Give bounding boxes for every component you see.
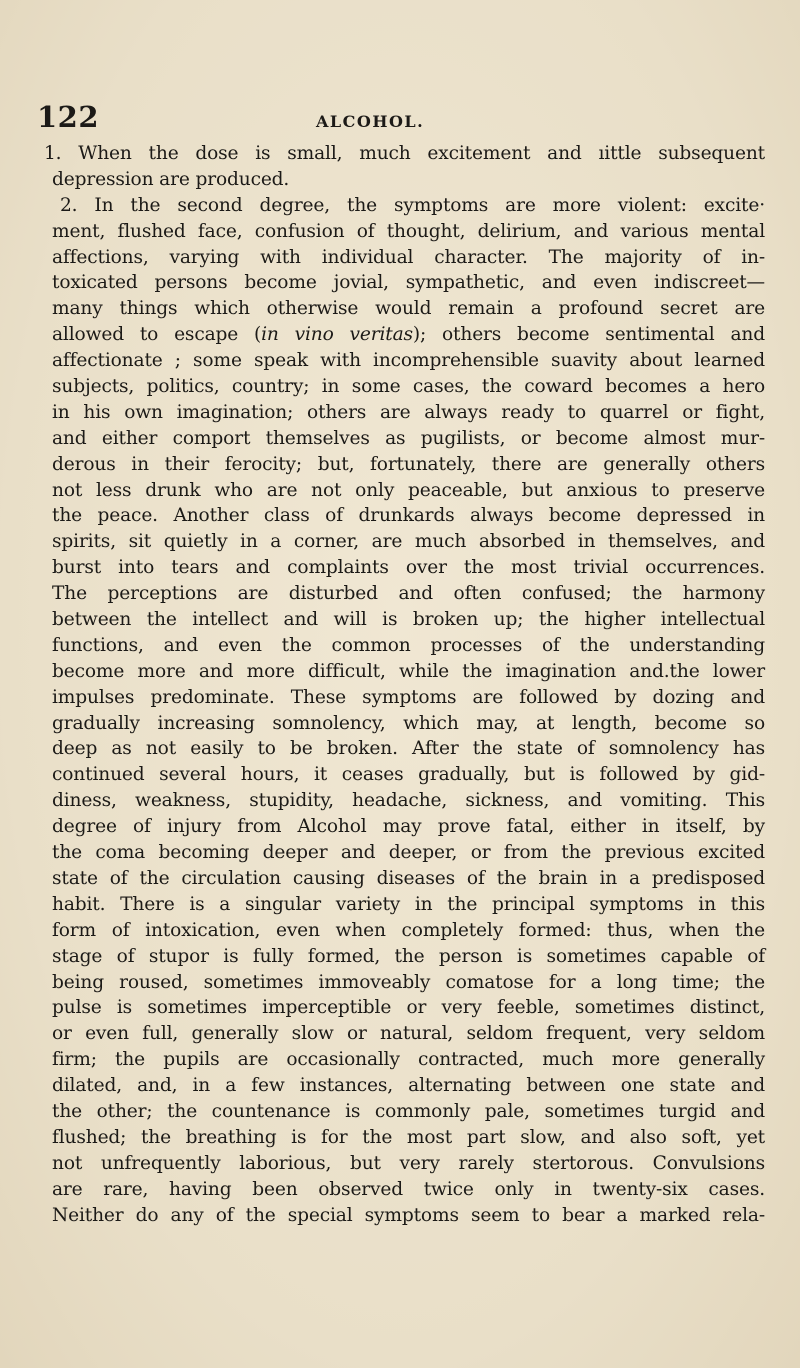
page-number: 122 [37,100,100,134]
text-line: the peace. Another class of drunkards always become depressed in [52,505,765,527]
text-line: pulse is sometimes imperceptible or very feeble, sometimes distinct, [52,997,765,1019]
text-line: 2. In the second degree, the symptoms are more violent: excite· [60,194,765,216]
text-line: derous in their ferocity; but, fortunately, there are generally others [52,453,765,475]
body-text [44,141,765,1228]
text-line: affectionate ; some speak with incomprehensible suavity about learned [52,350,765,372]
text-line: flushed; the breathing is for the most part slow, and also soft, yet [52,1126,765,1148]
text-line: or even full, generally slow or natural, seldom frequent, very seldom [52,1023,765,1045]
text-line: dilated, and, in a few instances, alternating between one state and [52,1075,765,1097]
text-line: The perceptions are disturbed and often confused; the harmony [52,583,765,605]
text-line: being roused, sometimes immoveably comatose for a long time; the [52,971,765,993]
text-line: toxicated persons become jovial, sympathetic, and even indiscreet— [52,272,765,294]
text-line: firm; the pupils are occasionally contracted, much more generally [52,1049,765,1071]
text-line: ment, flushed face, confusion of thought, delirium, and various mental [52,220,765,242]
text-line: between the intellect and will is broken up; the higher intellectual [52,609,765,631]
running-title: ALCOHOL. [316,112,425,131]
text-line: degree of injury from Alcohol may prove fatal, either in itself, by [52,816,765,838]
text-line [52,322,765,348]
text-line: the other; the countenance is commonly pale, sometimes turgid and [52,1100,765,1122]
text-line: form of intoxication, even when completely formed: thus, when the [52,919,765,941]
text-line: impulses predominate. These symptoms are followed by dozing and [52,686,765,708]
text-line: continued several hours, it ceases gradually, but is followed by gid- [52,764,765,786]
text-line: spirits, sit quietly in a corner, are much absorbed in themselves, and [52,531,765,553]
text-line: and either comport themselves as pugilists, or become almost mur- [52,427,765,449]
text-line: 1. When the dose is small, much excitement and ıittle subsequent [44,143,765,164]
text-line: Neither do any of the special symptoms seem to bear a marked rela- [52,1204,765,1226]
text-line: gradually increasing somnolency, which may, at length, become so [52,712,765,734]
text-line: diness, weakness, stupidity, headache, sickness, and vomiting. This [52,790,765,812]
text-line: affections, varying with individual character. The majority of in- [52,246,765,268]
text-line: stage of stupor is fully formed, the person is sometimes capable of [52,945,765,967]
text-line: many things which otherwise would remain a profound secret are [52,298,765,320]
text-line: the coma becoming deeper and deeper, or from the previous excited [52,842,765,864]
text-line: depression are produced. [52,168,290,190]
text-line: burst into tears and complaints over the most trivial occurrences. [52,557,765,579]
text-line: not unfrequently laborious, but very rarely stertorous. Convulsions [52,1152,765,1174]
text-fragment: allowed to escape (in vino veritas); others become sentimental and [52,324,765,346]
running-head [0,100,800,140]
text-line: become more and more difficult, while the imagination and.the lower [52,660,765,682]
text-line: deep as not easily to be broken. After the state of somnolency has [52,738,765,760]
text-line: habit. There is a singular variety in the principal symptoms in this [52,893,765,915]
text-line: not less drunk who are not only peaceable, but anxious to preserve [52,479,765,501]
text-line: state of the circulation causing diseases of the brain in a predisposed [52,867,765,889]
text-line: in his own imagination; others are always ready to quarrel or fight, [52,401,765,423]
text-line: are rare, having been observed twice only in twenty-six cases. [52,1178,765,1200]
text-line: subjects, politics, country; in some cases, the coward becomes a hero [52,376,765,398]
text-line: functions, and even the common processes of the understanding [52,634,765,656]
